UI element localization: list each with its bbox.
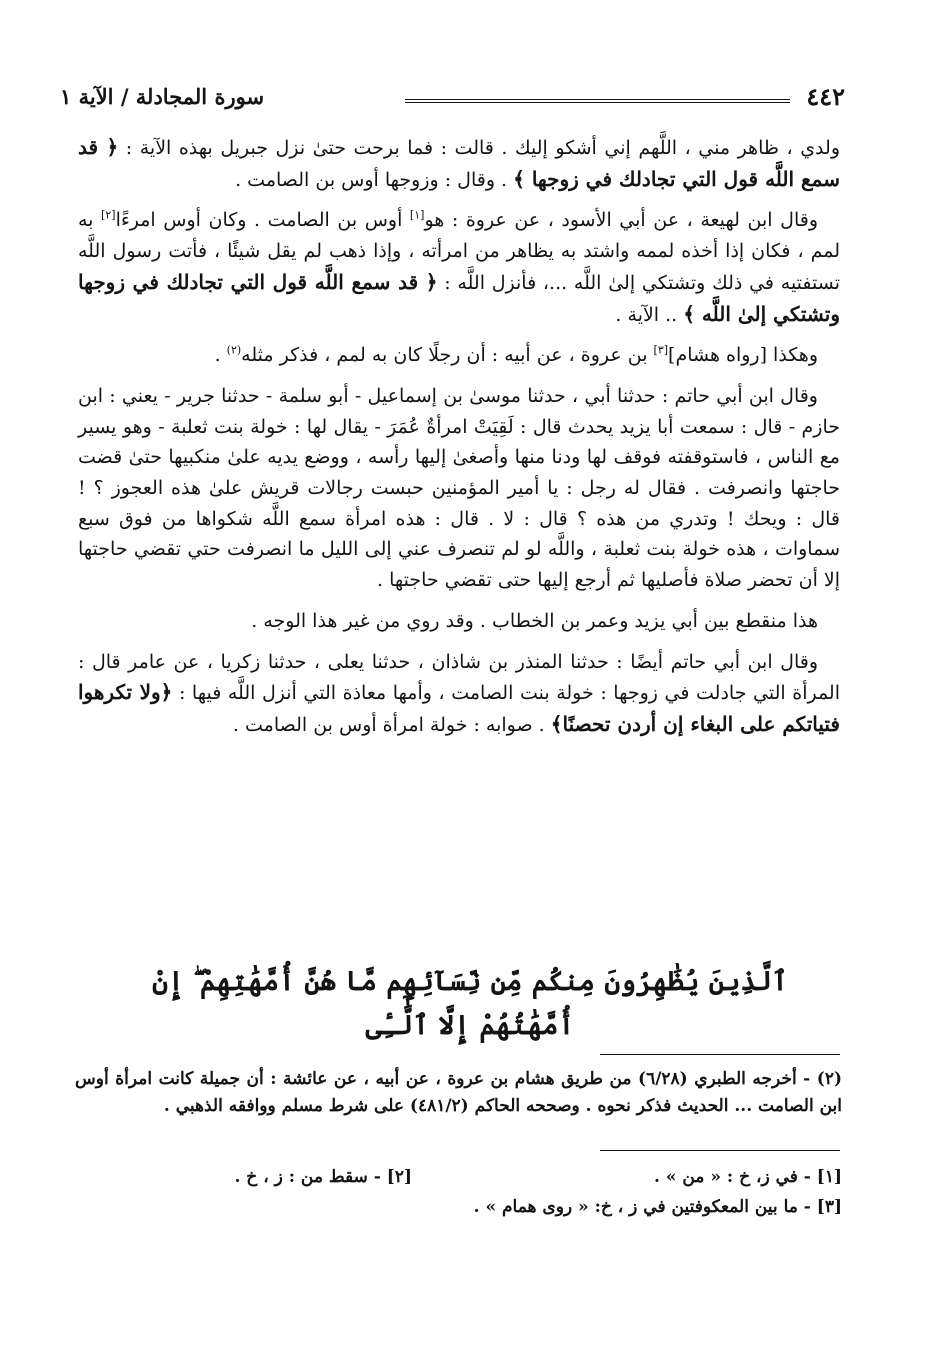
notes-row: [75, 1162, 842, 1192]
paragraph-1: [78, 132, 840, 195]
paragraph-4: وقال ابن أبي حاتم : حدثنا أبي ، حدثنا موسىٰ بن إسماعيل - أبو سلمة - حدثنا جرير - يعني : ابن حازم - قال : سمعت أبا يزيد يحدث قال : لَقِيَتْ امرأةٌ عُمَرَ - يقال لها : خولة بنت ثعلبة - وهو يسير مع الناس ، فاستوقفته فوقف لها ودنا منها وأصغىٰ إليها رأسه ، ووضع يديه علىٰ منكبيها حتىٰ قضت حاجتها وانصرفت . فقال له رجل : يا أمير المؤمنين حبست رجالات قريش علىٰ هذه العجوز ؟ ! قال : ويحك ! وتدري من هذه ؟ قال : لا . قال : هذه امرأة سمع اللَّه شكواها من فوق سبع سماوات ، هذه خولة بنت ثعلبة ، واللَّه لو لم تنصرف عني إلى الليل ما انصرفت حتي تقضي حاجتها إلا أن تحضر صلاة فأصليها ثم أرجع إليها حتى تقضي حاجتها .: [78, 384, 840, 592]
text: . صوابه : خولة امرأة أوس بن الصامت .: [232, 713, 551, 736]
page-header: [60, 82, 845, 118]
page-number: ٤٤٢: [806, 82, 845, 111]
text: وهكذا [رواه هشام]: [668, 344, 818, 367]
textual-note: [٣] - ما بين المعكوفتين في ز ، خ: « روى همام » .: [473, 1197, 842, 1217]
quran-quote: ﴿ قد سمع اللَّه قول التي تجادلك في زوجها وتشتكي إلىٰ اللَّه ﴾: [78, 269, 840, 326]
textual-note: [٢] - سقط من : ز ، خ .: [234, 1167, 412, 1187]
textual-note: [١] - في ز، خ : « من » .: [653, 1167, 842, 1187]
text: به لمم ، فكان إذا أخذه لممه واشتد به يظاهر من امرأته ، وإذا ذهب لم يقل شيئًا ، فأتت رسول اللَّه تستفتيه في ذلك وتشتكي إلىٰ اللَّه ...، فأنزل اللَّه :: [78, 209, 840, 294]
footnote-rule: [600, 1054, 840, 1055]
quran-quote: ﴿ولا تكرهوا فتياتكم على البغاء إن أردن تحصنًا﴾: [78, 680, 840, 736]
text: . وقال : وزوجها أوس بن الصامت .: [235, 168, 514, 191]
text: .: [214, 344, 227, 367]
text: وقال ابن لهيعة ، عن أبي الأسود ، عن عروة : هو: [424, 209, 818, 232]
footnote-ref: (٢): [226, 343, 242, 357]
footnote: (٢) - أخرجه الطبري (٦/٢٨) من طريق هشام بن عروة ، عن أبيه ، عن عائشة : أن جميلة كانت امرأة أوس ابن الصامت ... الحديث فذكر نحوه . وصححه الحاكم (٤٨١/٢) على شرط مسلم ووافقه الذهبي .: [75, 1069, 842, 1116]
text: وقال ابن أبي حاتم أيضًا : حدثنا المنذر بن شاذان ، حدثنا يعلى ، حدثنا زكريا ، عن عامر قال : المرأة التي جادلت في زوجها : خولة بنت الصامت ، وأمها معاذة التي أنزل اللَّه فيها :: [78, 650, 841, 705]
textual-note-marker: [١]: [409, 209, 425, 223]
paragraph-2: [78, 205, 840, 330]
paragraph-3: [78, 340, 840, 371]
text: .. الآية .: [615, 303, 684, 326]
quran-quote: ﴿ قد سمع اللَّه قول التي تجادلك في زوجها ﴾: [78, 135, 840, 191]
surah-title: سورة المجادلة / الآية ١: [60, 84, 265, 109]
text: بن عروة ، عن أبيه : أن رجلًا كان به لمم ، فذكر مثله: [241, 344, 654, 367]
paragraph-6: [78, 647, 840, 741]
textual-note-marker: [٢]: [101, 209, 116, 223]
header-rule: [405, 99, 790, 103]
notes-row: [75, 1192, 842, 1222]
main-text: [78, 132, 840, 751]
text: ولدي ، ظاهر مني ، اللَّهم إني أشكو إليك . قالت : فما برحت حتىٰ نزل جبريل بهذه الآية :: [118, 137, 840, 159]
text: أوس بن الصامت . وكان أوس امرءًا: [115, 209, 410, 232]
textual-notes: [75, 1162, 842, 1222]
quran-verse: ٱلَّذِينَ يُظَٰهِرُونَ مِنكُم مِّن نِّسَآئِهِم مَّا هُنَّ أُمَّهَٰتِهِمْ ۖ إِنْ أُمَّهَٰتُهُمْ إِلَّا ٱلَّٰٓـِٔى: [152, 966, 788, 1041]
textual-note-marker: [٣]: [653, 343, 669, 357]
notes-rule: [600, 1150, 840, 1151]
paragraph-5: هذا منقطع بين أبي يزيد وعمر بن الخطاب . وقد روي من غير هذا الوجه .: [251, 609, 818, 632]
